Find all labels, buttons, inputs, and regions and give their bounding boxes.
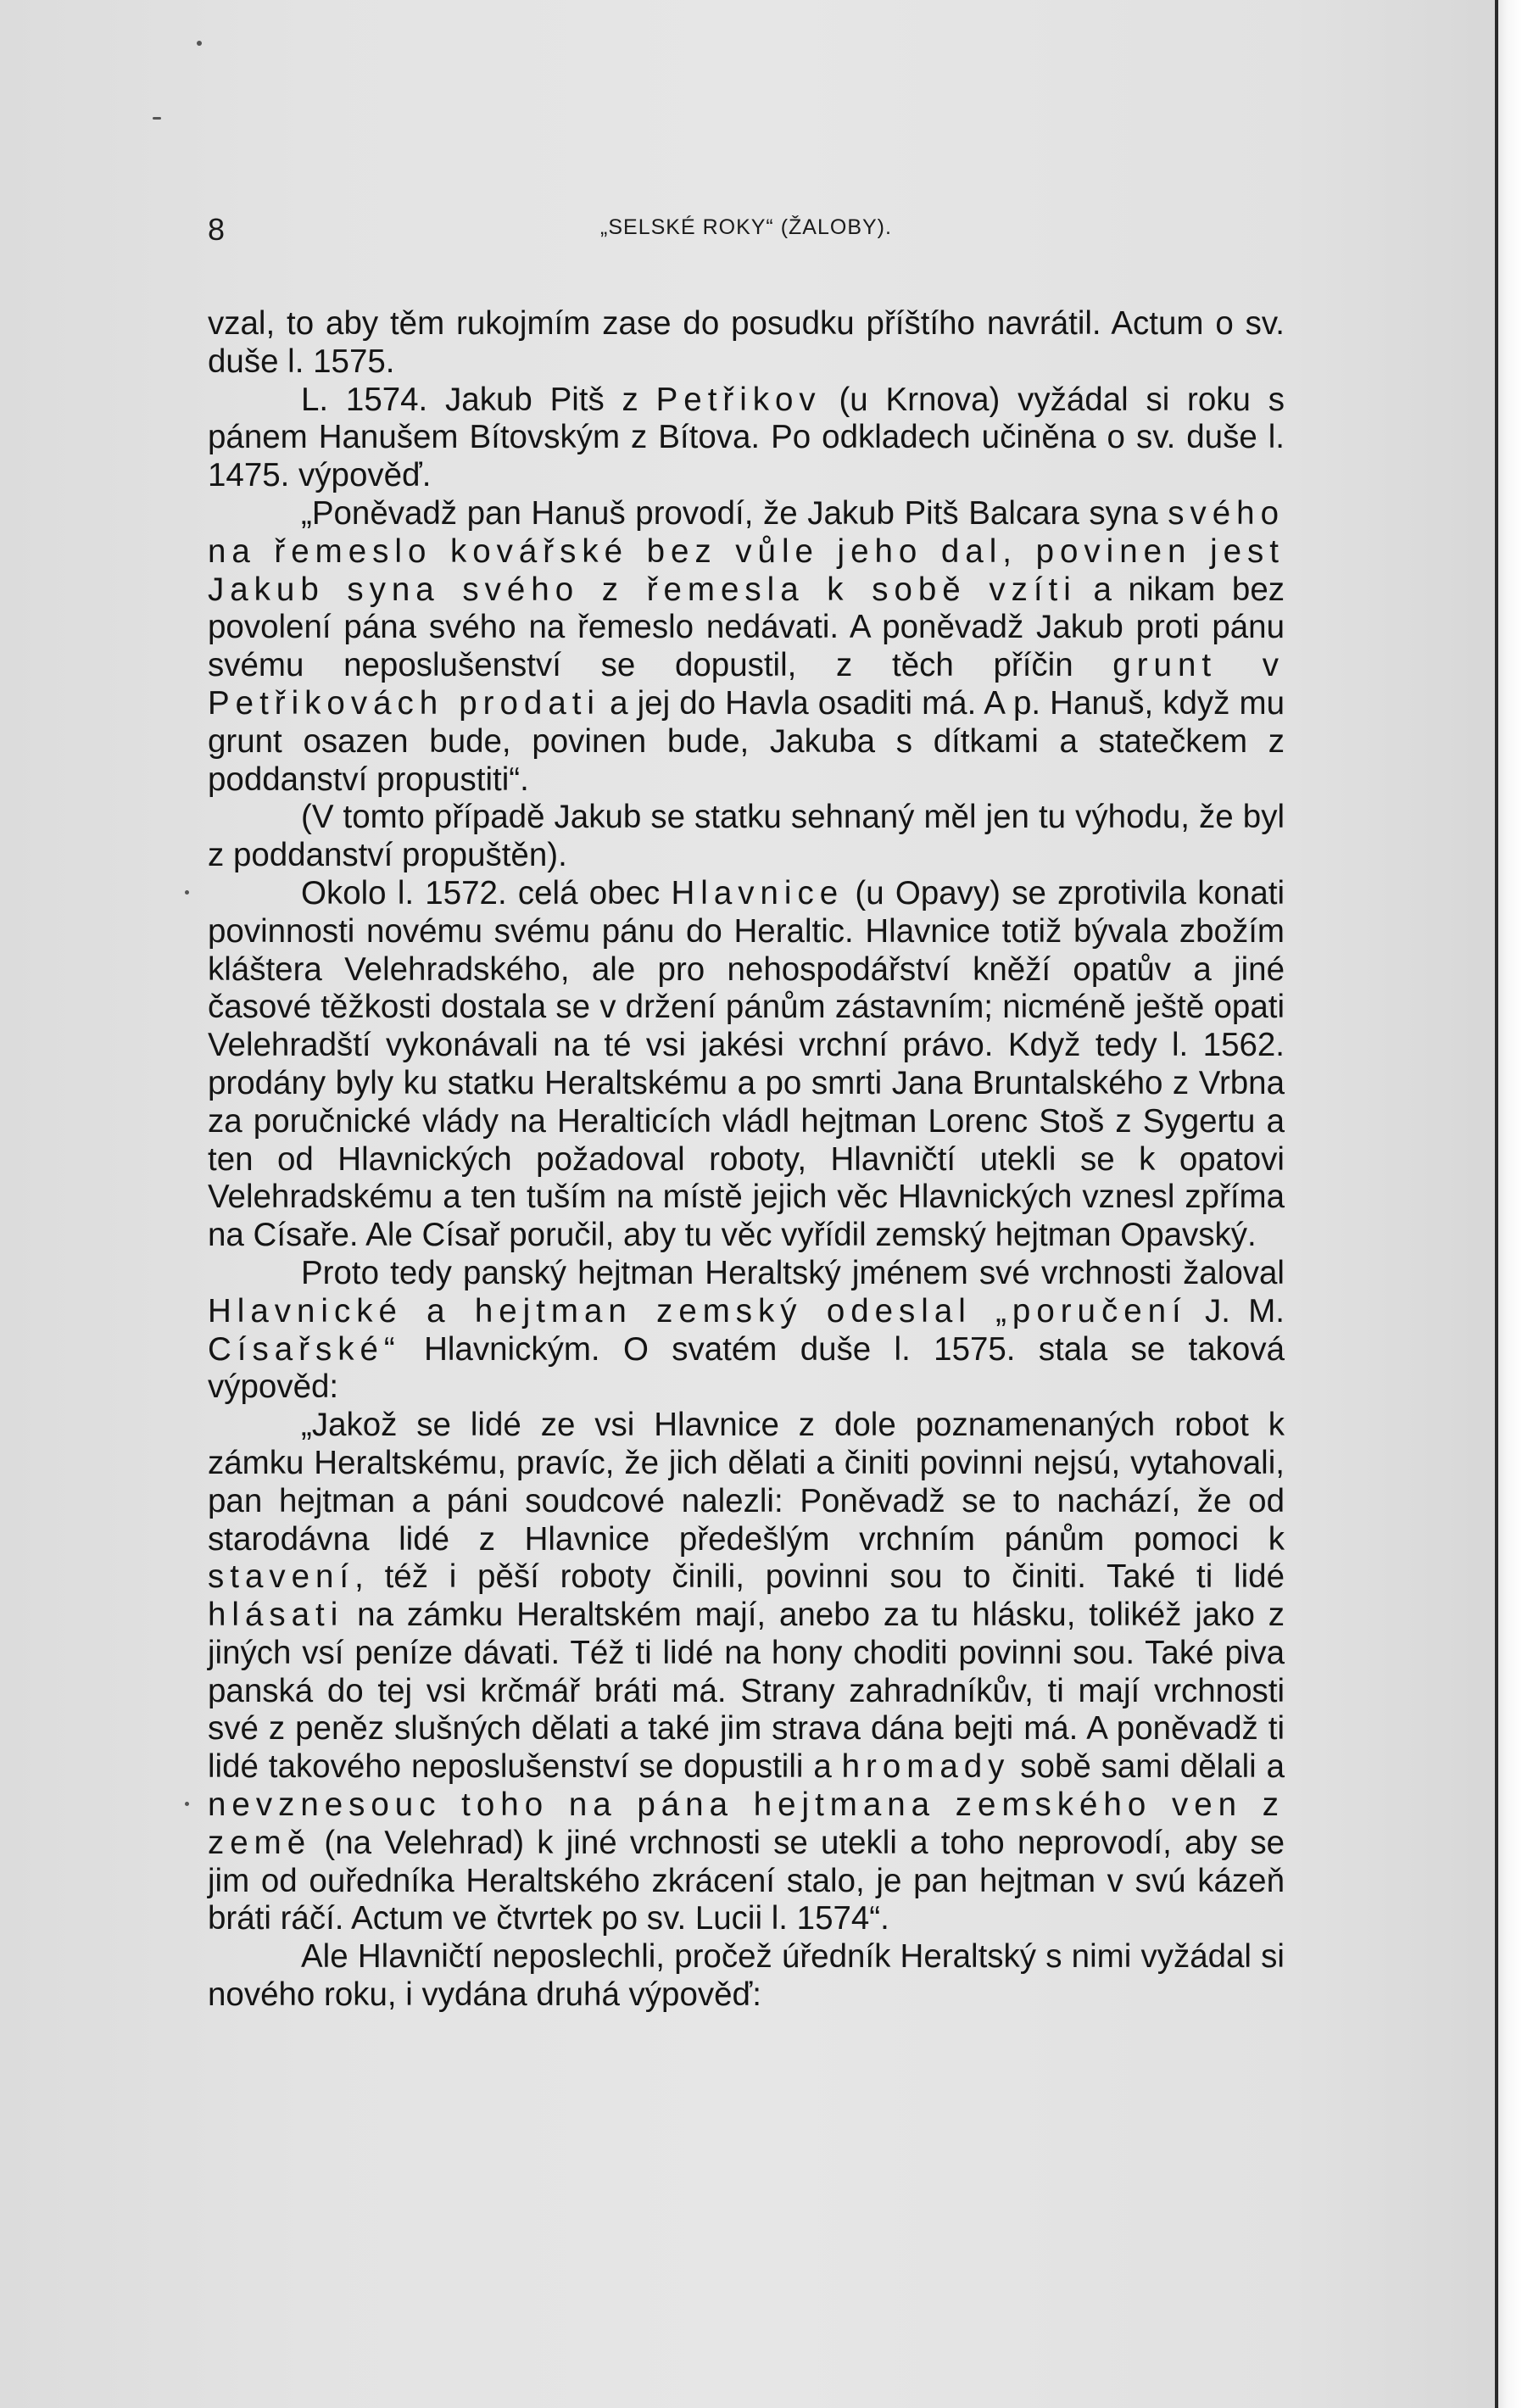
paragraph-3 bbox=[208, 495, 1285, 799]
p7-spaced-nevznesouc: nevznesouc toho na pána hejtmana zemského ven z země bbox=[208, 1786, 1285, 1861]
p6-text-e: Hlavnickým. O svatém duše l. 1575. stala se taková výpověd: bbox=[208, 1330, 1285, 1406]
p7-text-g: sobě sami dělali a bbox=[1010, 1748, 1285, 1786]
p6-text-c: J. M. bbox=[1186, 1292, 1285, 1329]
paragraph-1: vzal, to aby těm rukojmím zase do posudku příštího navrátil. Actum o sv. duše l. 1575. bbox=[208, 305, 1285, 380]
running-head: „SELSKÉ ROKY“ (ŽALOBY). bbox=[600, 215, 892, 239]
p3-text-c: a nikam bez povolení pána svého na řemeslo nedávati. A poněvadž Jakub proti pánu svému neposlušenství se dopustil, z těch příčin bbox=[208, 571, 1285, 684]
p5-text-a: Okolo l. 1572. celá obec bbox=[301, 874, 672, 911]
p7-spaced-hlasati: hlásati bbox=[208, 1597, 344, 1634]
p5-spaced-hlavnice: Hlavnice bbox=[671, 874, 845, 911]
p5-text-c: (u Opavy) se zprotivila konati povinnosti novému svému pánu do Heraltic. Hlavnice totiž bývala zbožím kláštera Velehradského, ale pro nehospodářství kněží opatův a jiné časové těžkosti dostala se v držení pánům zástavním; nicméně ještě opati Velehradští vykonávali na té vsi jakési vrchní právo. Když tedy l. 1562. prodány byly ku statku Heraltskému a po smrti Jana Bruntalského z Vrbna za poručnické vlády na Heralticích vládl hejtman Lorenc Stoš z Sygertu a ten od Hlavnických požadoval roboty, Hlavničtí utekli se k opatovi Velehradskému a ten tuším na místě jejich věc Hlavnických vznesl zpříma na Císaře. Ale Císař poručil, aby tu věc vyřídil zemský hejtman Opavský. bbox=[208, 874, 1285, 1254]
p7-spaced-hromady: hromady bbox=[841, 1748, 1011, 1786]
p3-spaced-grunt: grunt v Petřikovách prodati bbox=[208, 647, 1285, 722]
p7-text-a: „Jakož se lidé ze vsi Hlavnice z dole poznamenaných robot k zámku Heraltskému, pravíc, že jich dělati a činiti povinni nejsú, vytahovali, pan hejtman a páni soudcové nalezli: Poněvadž se to nachází, že od starodávna lidé z Hlavnice předešlým vrchním pánům pomoci k bbox=[208, 1407, 1285, 1558]
p6-spaced-cisarske: Císařské“ bbox=[208, 1330, 401, 1368]
p3-spaced-verdict: svého na řemeslo kovářské bez vůle jeho dal, povinen jest Jakub syna svého z řemesla k sobě vzíti bbox=[208, 494, 1285, 608]
paragraph-5 bbox=[208, 875, 1285, 1255]
page-edge-line bbox=[1495, 0, 1498, 2408]
scan-speck bbox=[197, 41, 202, 46]
page-edge bbox=[1497, 0, 1522, 2408]
page-header bbox=[208, 212, 1285, 246]
p2-text-a: L. 1574. Jakub Pitš z bbox=[301, 381, 656, 418]
page-number: 8 bbox=[208, 212, 226, 247]
p2-text-c: (u Krnova) vyžádal si roku s pánem Hanušem Bítovským z Bítova. Po odkladech učiněna o sv. duše l. 1475. výpověď. bbox=[208, 381, 1285, 494]
scan-speck bbox=[185, 1802, 189, 1806]
paragraph-2 bbox=[208, 382, 1285, 495]
p7-text-i: (na Velehrad) k jiné vrchnosti se utekli a toho neprovodí, aby se jim od ouředníka Heraltského zkrácení stalo, je pan hejtman v svú kázeň bráti ráčí. Actum ve čtvrtek po sv. Lucii l. 1574“. bbox=[208, 1824, 1285, 1937]
p3-text-a: „Poněvadž pan Hanuš provodí, že Jakub Pitš Balcara syna bbox=[301, 494, 1168, 532]
p3-text-e: a jej do Havla osaditi má. A p. Hanuš, když mu grunt osazen bude, povinen bude, Jakuba s dítkami a statečkem z poddanství propustiti“. bbox=[208, 684, 1285, 798]
body-text bbox=[208, 305, 1285, 2015]
paragraph-8: Ale Hlavničtí neposlechli, pročež úředník Heraltský s nimi vyžádal si nového roku, i vydána druhá výpověď: bbox=[208, 1938, 1285, 2014]
p7-text-e: na zámku Heraltském mají, anebo za tu hlásku, tolikéž jako z jiných vsí peníze dávati. Též ti lidé na hony choditi povinni sou. Také piva panská do tej vsi krčmář bráti má. Strany zahradníkův, ti mají vrchnosti své z peněz slušných dělati a také jim strava dána bejti má. A poněvadž ti lidé takového neposlušenství se dopustili a bbox=[208, 1597, 1285, 1786]
paragraph-4: (V tomto případě Jakub se statku sehnaný měl jen tu výhodu, že byl z poddanství propuštěn). bbox=[208, 799, 1285, 874]
p6-spaced-poruceni: Hlavnické a hejtman zemský odeslal „poručení bbox=[208, 1292, 1187, 1329]
p7-spaced-staveni: stavení bbox=[208, 1558, 355, 1596]
p6-text-a: Proto tedy panský hejtman Heraltský jménem své vrchnosti žaloval bbox=[301, 1254, 1285, 1291]
scan-speck bbox=[185, 890, 189, 895]
paragraph-7 bbox=[208, 1407, 1285, 1938]
scan-speck bbox=[153, 117, 161, 120]
p2-spaced-petrikov: Petřikov bbox=[655, 381, 822, 418]
p7-text-c: , též i pěší roboty činili, povinni sou to činiti. Také ti lidé bbox=[354, 1558, 1285, 1596]
paragraph-6 bbox=[208, 1255, 1285, 1407]
